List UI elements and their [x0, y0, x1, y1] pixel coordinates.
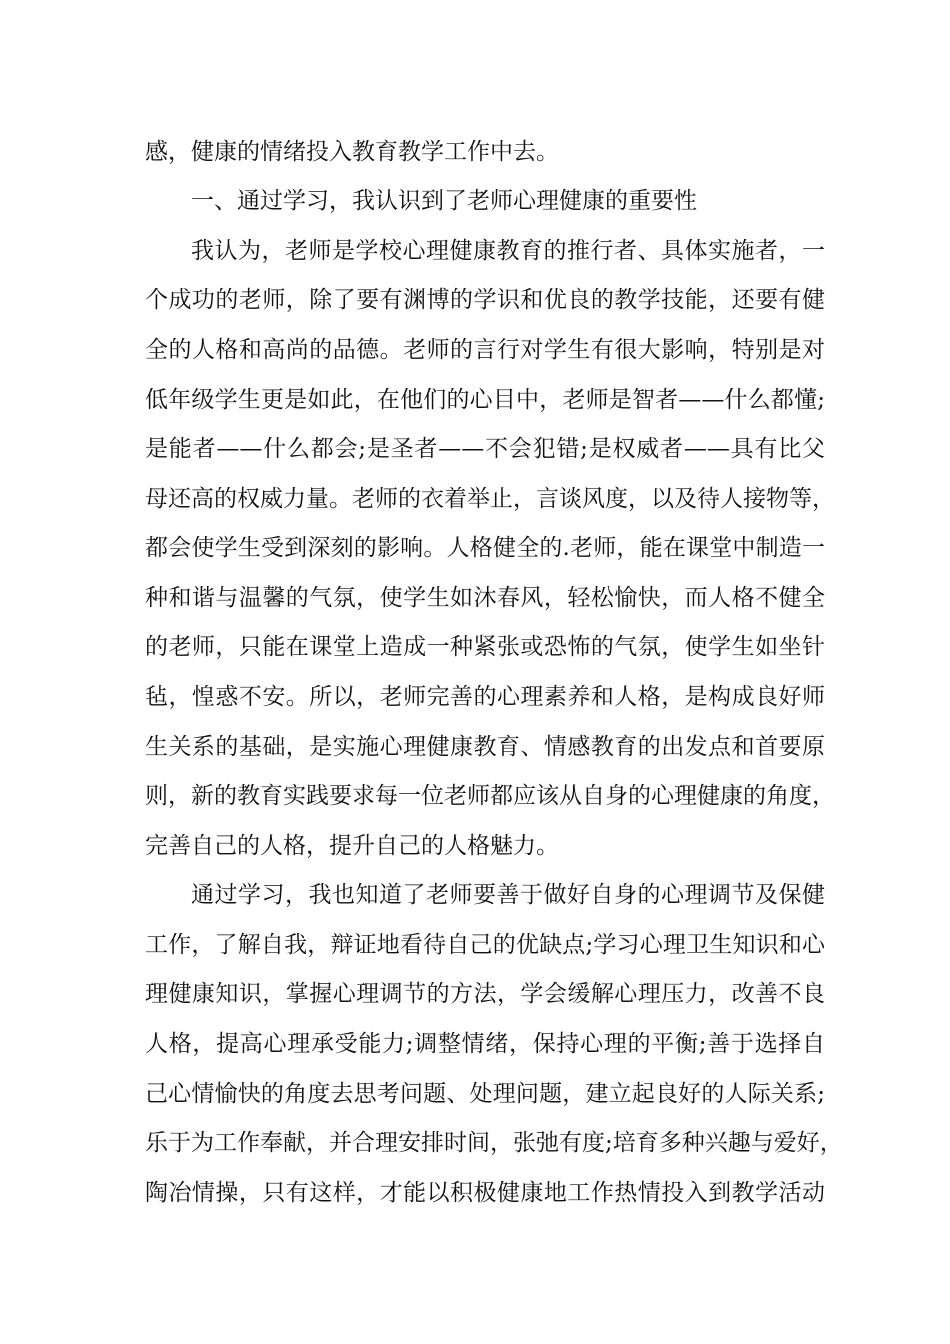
text-line: 低年级学生更是如此，在他们的心目中，老师是智者——什么都懂;	[145, 387, 825, 413]
text-line: 己心情愉快的角度去思考问题、处理问题，建立起良好的人际关系;	[145, 1081, 825, 1107]
text-line: 人格，提高心理承受能力;调整情绪，保持心理的平衡;善于选择自	[145, 1031, 825, 1057]
text-line: 完善自己的人格，提升自己的人格魅力。	[145, 833, 559, 859]
text-line: 工作，了解自我，辩证地看待自己的优缺点;学习心理卫生知识和心	[145, 932, 825, 958]
text-line: 毡，惶惑不安。所以，老师完善的心理素养和人格，是构成良好师	[145, 684, 825, 710]
text-line: 乐于为工作奉献，并合理安排时间，张弛有度;培育多种兴趣与爱好，	[145, 1130, 843, 1156]
text-line: 个成功的老师，除了要有渊博的学识和优良的教学技能，还要有健	[145, 287, 825, 313]
text-line: 理健康知识，掌握心理调节的方法，学会缓解心理压力，改善不良	[145, 981, 825, 1007]
text-line: 通过学习，我也知道了老师要善于做好自身的心理调节及保健	[191, 882, 825, 908]
text-line: 生关系的基础，是实施心理健康教育、情感教育的出发点和首要原	[145, 734, 825, 760]
text-line: 全的人格和高尚的品德。老师的言行对学生有很大影响，特别是对	[145, 337, 825, 363]
text-line: 都会使学生受到深刻的影响。人格健全的.老师，能在课堂中制造一	[145, 535, 825, 561]
section-heading: 一、通过学习，我认识到了老师心理健康的重要性	[191, 188, 697, 214]
text-line: 陶冶情操，只有这样，才能以积极健康地工作热情投入到教学活动	[145, 1180, 825, 1206]
text-line: 是能者——什么都会;是圣者——不会犯错;是权威者——具有比父	[145, 436, 825, 462]
text-line: 的老师，只能在课堂上造成一种紧张或恐怖的气氛，使学生如坐针	[145, 634, 825, 660]
text-line: 则，新的教育实践要求每一位老师都应该从自身的心理健康的角度，	[145, 783, 835, 809]
text-line: 感，健康的情绪投入教育教学工作中去。	[145, 139, 559, 165]
text-line: 我认为，老师是学校心理健康教育的推行者、具体实施者，一	[191, 238, 825, 264]
text-line: 母还高的权威力量。老师的衣着举止，言谈风度，以及待人接物等，	[145, 486, 835, 512]
text-line: 种和谐与温馨的气氛，使学生如沐春风，轻松愉快，而人格不健全	[145, 585, 825, 611]
